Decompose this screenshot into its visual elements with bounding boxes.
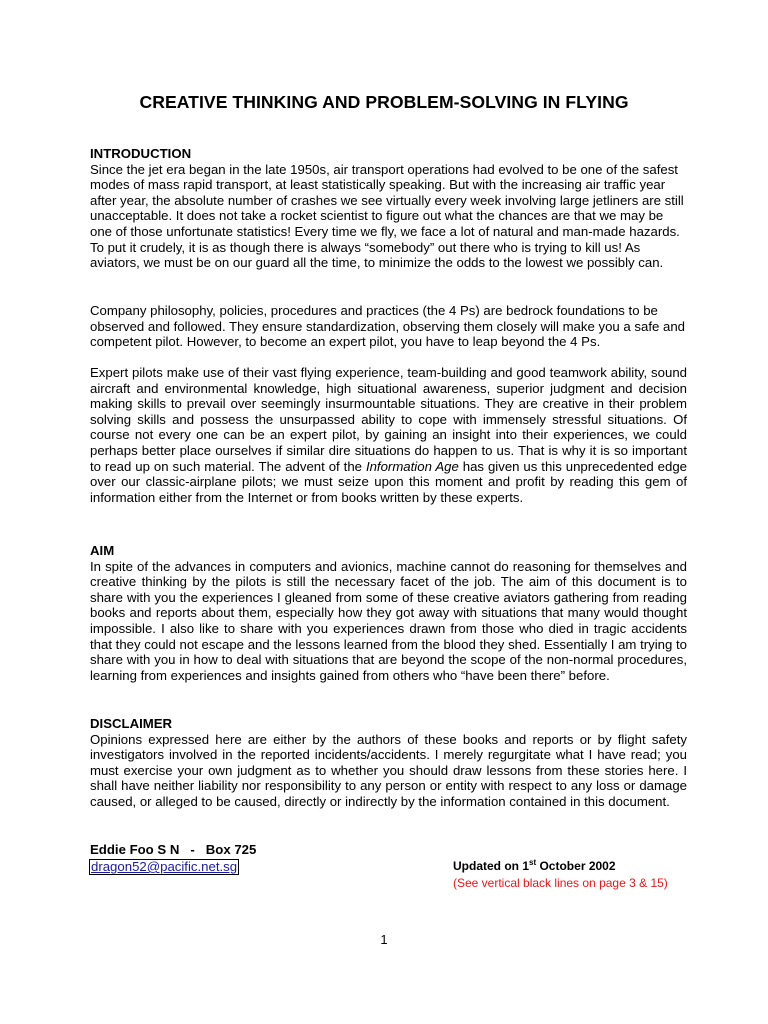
introduction-paragraph-2-container <box>90 303 687 350</box>
information-age-emphasis: Information Age <box>365 458 459 474</box>
author-line: Eddie Foo S N - Box 725 <box>90 842 257 857</box>
author-email-link[interactable]: dragon52@pacific.net.sg <box>91 859 238 874</box>
disclaimer-section <box>90 716 687 810</box>
page-title: CREATIVE THINKING AND PROBLEM-SOLVING IN FLYING <box>139 92 629 112</box>
introduction-paragraph-2: Company philosophy, policies, procedures and practices (the 4 Ps) are bedrock foundations to be observed and followed. They ensure standardization, observing them closely will make you a safe and competent pilot. However, to become an expert pilot, you have to leap beyond the 4 Ps. <box>90 303 685 350</box>
disclaimer-heading: DISCLAIMER <box>90 716 173 731</box>
expert-text-part-2: has given us this unprecedented edge over our classic-airplane pilots; we must seize upon this moment and profit by reading this gem of information either from the Internet or from books written by these experts. <box>90 458 688 505</box>
introduction-section <box>90 146 687 271</box>
disclaimer-paragraph: Opinions expressed here are either by the authors of these books and reports or by flight safety investigators involved in the reported incidents/accidents. I merely regurgitate what I have read; you must exercise your own judgment as to whether you should draw lessons from these stories here. I shall have neither liability nor responsibility to any person or entity with respect to any loss or damage caused, or alleged to be caused, directly or indirectly by the information contained in this document. <box>90 731 687 809</box>
expert-text-part-1: Expert pilots make use of their vast flying experience, team-building and good teamwork ability, sound aircraft and environmental knowledge, high situational awareness, superior judgment and decision making skills to prevail over seemingly insurmountable situations. They are creative in their problem solving skills and possess the unsurpassed ability to cope with immensely stressful situations. Of course not every one can be an expert pilot, by gaining an insight into their experiences, we could perhaps better place ourselves if similar dire situations do happen to us. That is why it is so important to read up on such material. The advent of the <box>90 365 687 474</box>
aim-heading: AIM <box>90 543 115 558</box>
update-date-suffix: October 2002 <box>536 859 616 873</box>
aim-section <box>90 543 687 683</box>
update-date <box>453 859 616 874</box>
update-note: (See vertical black lines on page 3 & 15) <box>453 876 668 890</box>
update-date-ordinal: st <box>529 858 537 867</box>
aim-paragraph: In spite of the advances in computers and avionics, machine cannot do reasoning for themselves and creative thinking by the pilots is still the necessary facet of the job. The aim of this document is to share with you the experiences I gleaned from some of these creative aviators gathering from reading books and reports about them, especially how they got away with situations that many would thought impossible. I also like to share with you experiences drawn from those who died in tragic accidents that they could not escape and the lessons learned from the blood they shed. Essentially I am trying to share with you in how to deal with situations that are beyond the scope of the non-normal procedures, learning from experiences and insights gained from others who “have been there” before. <box>90 558 687 683</box>
introduction-heading: INTRODUCTION <box>90 146 192 161</box>
page-number: 1 <box>380 932 388 947</box>
update-date-prefix: Updated on 1 <box>453 859 530 873</box>
introduction-paragraph-3 <box>90 365 687 505</box>
introduction-paragraph-1: Since the jet era began in the late 1950s, air transport operations had evolved to be one of the safest modes of mass rapid transport, at least statistically speaking. But with the increasing air traffic year after year, the absolute number of crashes we see virtually every week involving large jetliners are still unacceptable. It does not take a rocket scientist to figure out what the chances are that we may be one of those unfortunate statistics! Every time we fly, we face a lot of natural and man-made hazards. To put it crudely, it is as though there is always “somebody” out there who is trying to kill us! As aviators, we must be on our guard all the time, to minimize the odds to the lowest we possibly can. <box>90 161 684 271</box>
